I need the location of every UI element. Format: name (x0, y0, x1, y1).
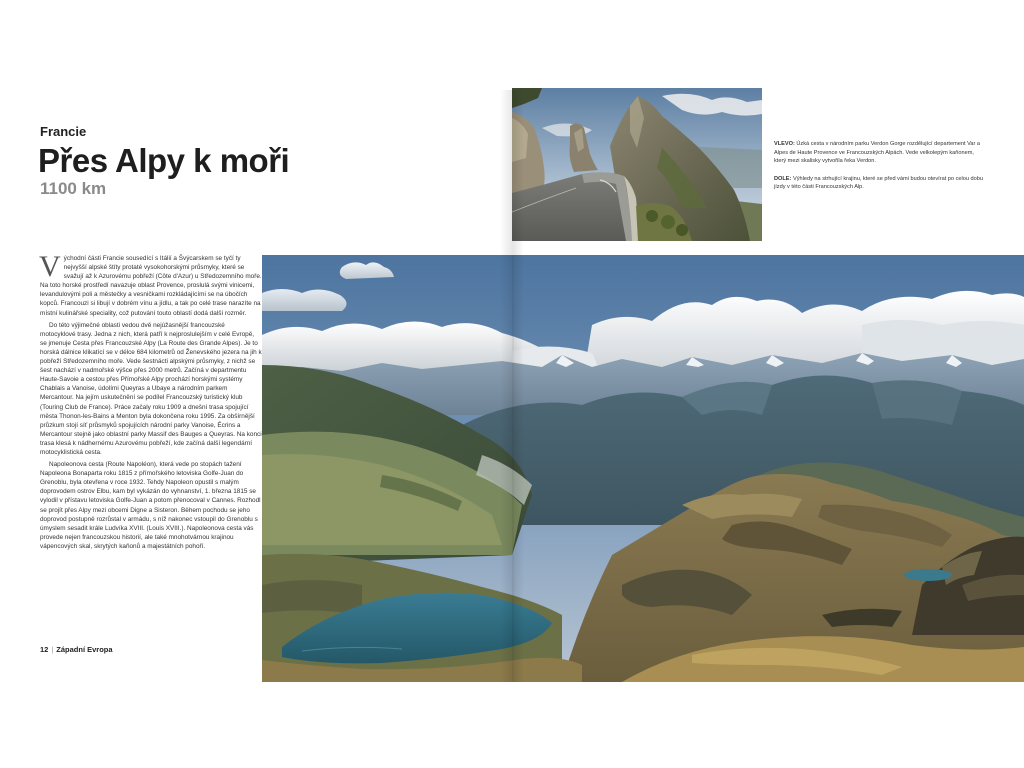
drop-cap: V (39, 250, 61, 283)
article-paragraph-3: Napoleonova cesta (Route Napoléon), která vede po stopách tažení Napoleona Bonaparta roku 1815 z přímořského letoviska Golfe-Juan do Grenoblu, byla otevřena v roce 1932. Tehdy Napoleon opustil s malým doprovodem ostrov Elbu, kam byl vykázán do vyhnanství, 1. března 1815 se vylodil v přístavu letoviska Golfe-Juan a potom přenocoval v Cannes. Rozhodl se projít přes Alpy mezi obcemi Digne a Sisteron. Během pochodu se jeho doprovod postupně rozrůstal v armádu, s níž nakonec vstoupil do Grenoblu s úmyslem sesadit krále Ludvíka XVIII. (Louis XVIII.). Napoleonova cesta vás provede nejen francouzskou historií, ale také mnohotvárnou krajinou vápencových skal, skrytých kaňonů a majestátních pohoří. (40, 461, 261, 550)
caption-2-label: DOLE: (774, 175, 792, 182)
article-paragraph-1 (39, 250, 262, 318)
caption-1-label: VLEVO: (774, 141, 795, 147)
folio-separator: | (51, 645, 54, 654)
page-number: 12 (40, 645, 49, 654)
route-distance: 1100 km (40, 179, 107, 198)
caption-1-text: Úzká cesta v národním parku Verdon Gorge rozdělující departement Var a Alpes de Haute Provence ve Francouzských Alpách. Vede velkolepým kaňonem, který mezi skalisky vytvořila řeka Verdon. (774, 141, 981, 165)
page-footer (40, 645, 113, 654)
gorge-road-photo (512, 88, 762, 241)
section-name: Západní Evropa (56, 645, 113, 654)
article-body (39, 250, 262, 554)
alpine-panorama-photo (262, 255, 1024, 682)
caption-left-photo (774, 140, 986, 166)
article-paragraph-2: Do této výjimečné oblasti vedou dvě nejúžasnější francouzské motocyklové trasy. Jedna z nich, která patří k nejproslulejším v celé Evropě, se jmenuje Cesta přes Francouzské Alpy (La Route des Grande Alpes). Je to horská dálnice klikatící se v délce 684 kilometrů od Ženevského jezera na jih k pobřeží Středozemního moře. Vede šestnácti alpskými průsmyky, z nichž se šest nachází v nadmořské výšce přes 2000 metrů. Začíná v departmentu Haute-Savoie a cestou přes Přímořské Alpy prochází horskými systémy Chablais a Vanoise, údolími Queyras a Ubaye a národním parkem Mercantour. Na jejím uskutečnění se podílel Francouzský turistický klub (Touring Club de France). Práce začaly roku 1909 a dnešní trasa spojující města Thonon-les-Bains a Menton byla dokončena roku 1995. Za obšírnější průzkum stojí síť průsmyků spojujících národní parky Vanoise, Écrins a Mercantour stejně jako oblastní parky Massif des Bauges a Queyras. Na konci trasa klesá k nádhernému Azurovému pobřeží, kde začíná další legendární motocyklistická cesta. (40, 321, 262, 456)
gorge-road-illustration (512, 88, 762, 241)
photo-captions (774, 140, 986, 201)
caption-2-text: Výhledy na strhující krajinu, které se před vámi budou otevírat po celou dobu jízdy v této části Francouzských Alp. (774, 175, 983, 191)
paragraph-1-text: ýchodní části Francie sousedící s Itálií a Švýcarskem se tyčí ty nejvyšší alpské štíty protaté vysokohorskými průsmyky, které se svažují až k Azurovému pobřeží (Côte d'Azur) u Středozemního moře. Na toto horské prostředí navazuje oblast Provence, proslulá svými vinicemi, levandulovými poli a městečky a vesničkami rozkládajícími se na úbočích kopců. Francouzi si libují v dobrém vínu a jídlu, a tak po celé trase narazíte na místní kulinářské speciality, což putování touto oblastí dodá další rozměr. (40, 255, 262, 317)
alpine-panorama-illustration (262, 255, 1024, 682)
page-title: Přes Alpy k moři (38, 142, 290, 179)
country-label: Francie (40, 124, 87, 139)
caption-bottom-photo (774, 175, 986, 192)
